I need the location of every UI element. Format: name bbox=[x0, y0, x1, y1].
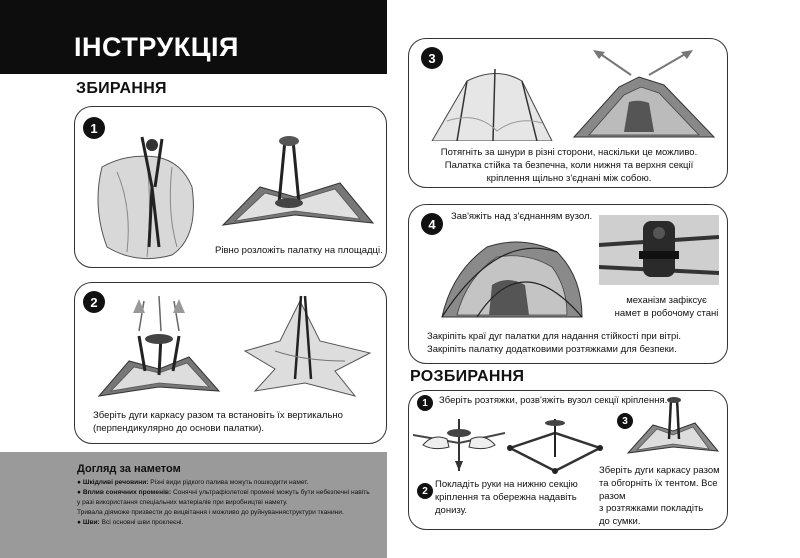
disassembly-title: РОЗБИРАННЯ bbox=[410, 368, 525, 385]
step-3-caption-line-2: Палатка стійка та безпечна, коли нижня та верхня секції bbox=[444, 159, 694, 171]
pulling-cords-illustration bbox=[427, 61, 557, 141]
care-line-4: Тривала діяможе призвести до вицвітання і можливо до руйнуванняструктури тканини. bbox=[77, 508, 344, 516]
care-line-3: у разі використання спеціальних матеріалів при виробництві намету. bbox=[77, 498, 288, 506]
disassembly-panel bbox=[408, 390, 728, 530]
folded-tent-illustration bbox=[87, 127, 207, 267]
assembly-title: ЗБИРАННЯ bbox=[76, 80, 167, 97]
mechanism-caption bbox=[609, 295, 724, 321]
disassembly-step-3-line-4: до сумки. bbox=[599, 516, 641, 528]
care-line-5: ● Шви: Всі основні шви проклеєні. bbox=[77, 518, 184, 526]
disassembly-step-3-line-3: з розтяжками покладіть bbox=[599, 503, 704, 515]
care-label-1: Шкідливі речовини: bbox=[82, 479, 149, 486]
step-2-caption-line-1: Зберіть дуги каркасу разом та встановіть їх вертикально bbox=[93, 410, 343, 421]
step-4-caption bbox=[427, 331, 681, 357]
care-line-1: ● Шкідливі речовини: Різні види рідкого палива можуть пошкодити намет. bbox=[77, 479, 309, 486]
disassembly-step-3-caption bbox=[599, 465, 727, 529]
care-line-2: ● Вплив сонячних променів: Сонячні ультрафіолетові промені можуть бути небезпечні навіть bbox=[77, 488, 370, 496]
page-title: ІНСТРУКЦІЯ bbox=[74, 32, 239, 62]
step-4-caption-line-1: Закріпіть краї дуг палатки для надання стійкості при вітрі. bbox=[427, 331, 681, 342]
step-4-caption-line-2: Закріпіть палатку додатковими розтяжками для безпеки. bbox=[427, 343, 677, 355]
disassembly-step-2-line-1: Покладіть руки на нижню секцію bbox=[435, 479, 578, 490]
care-text-5: Всі основні шви проклеєні. bbox=[99, 518, 184, 526]
assembly-step-4-panel bbox=[408, 204, 728, 364]
disassembly-step-number-3: 3 bbox=[617, 413, 633, 429]
disassembly-step-2-caption bbox=[435, 479, 578, 517]
disassembly-step-3-line-1: Зберіть дуги каркасу разом bbox=[599, 465, 720, 476]
step-number-2: 2 bbox=[83, 291, 105, 313]
step-1-caption: Рівно розложіть палатку на площадці. bbox=[215, 245, 383, 256]
care-text-1: Різні види рідкого палива можуть пошкодити намет. bbox=[148, 479, 309, 486]
care-text-2: Сонячні ультрафіолетові промені можуть бути небезпечні навіть bbox=[171, 488, 370, 496]
step-3-caption-line-3: кріплення щільно з'єднані між собою. bbox=[486, 172, 652, 184]
assembly-step-2-panel bbox=[74, 282, 387, 444]
step-number-4: 4 bbox=[421, 213, 443, 235]
erected-frame-illustration bbox=[235, 291, 380, 403]
step-4-top-caption: Зав'яжіть над з'єднанням вузол. bbox=[451, 211, 593, 222]
disassembly-step-1-caption: Зберіть розтяжки, розв'яжіть вузол секції кріплення. bbox=[439, 395, 668, 406]
hub-mechanism-illustration bbox=[599, 215, 719, 285]
assembly-step-3-panel bbox=[408, 38, 728, 188]
care-label-2: Вплив сонячних променів: bbox=[82, 488, 172, 496]
mechanism-caption-line-1: механізм зафіксує bbox=[626, 295, 707, 306]
header-band bbox=[0, 0, 387, 74]
packed-tent-illustration bbox=[623, 395, 723, 457]
tent-care-section bbox=[0, 452, 387, 558]
collapsing-frame-illustration bbox=[505, 413, 605, 475]
disassembly-step-number-2: 2 bbox=[417, 483, 433, 499]
step-number-3: 3 bbox=[421, 47, 443, 69]
disassembly-step-2-line-2: кріплення та обережна надавіть bbox=[435, 491, 577, 503]
step-2-caption bbox=[93, 410, 343, 436]
assembly-step-1-panel bbox=[74, 106, 387, 268]
care-label-5: Шви: bbox=[82, 518, 100, 526]
disassembly-step-3-line-2: та обгорніть їх тентом. Все разом bbox=[599, 477, 718, 502]
disassembly-step-2-line-3: донизу. bbox=[435, 504, 468, 516]
upright-frame-illustration bbox=[89, 291, 229, 403]
finished-tent-illustration bbox=[437, 227, 587, 327]
care-title: Догляд за наметом bbox=[77, 463, 181, 475]
step-3-caption-line-1: Потягніть за шнури в різні сторони, наскільки це можливо. bbox=[440, 147, 698, 158]
hands-pressing-hub-illustration bbox=[413, 415, 505, 475]
disassembly-step-number-1: 1 bbox=[417, 395, 433, 411]
step-3-caption bbox=[409, 147, 728, 185]
mechanism-caption-line-2: намет в робочому стані bbox=[614, 307, 719, 319]
tent-dome-pulled-illustration bbox=[569, 47, 719, 142]
step-2-caption-line-2: (перпендикулярно до основи палатки). bbox=[93, 422, 265, 434]
spread-tent-illustration bbox=[215, 135, 375, 230]
step-number-1: 1 bbox=[83, 117, 105, 139]
